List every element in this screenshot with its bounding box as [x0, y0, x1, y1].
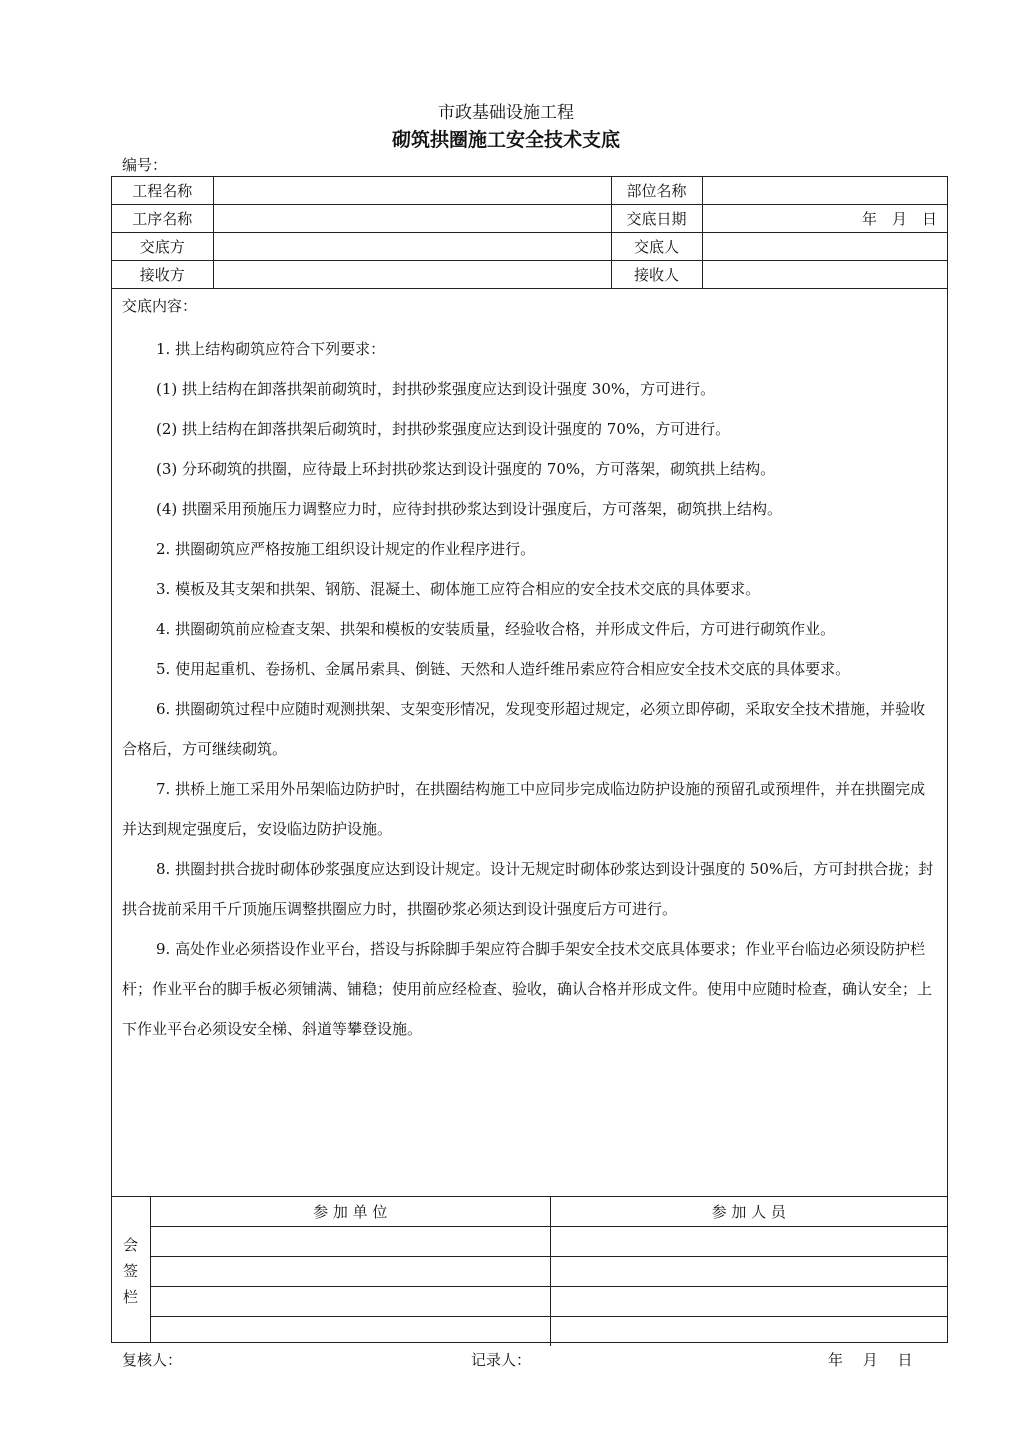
date-label: 交底日期 [611, 205, 702, 233]
sign-unit-cell[interactable] [151, 1287, 550, 1317]
process-name-label: 工序名称 [112, 205, 213, 233]
document-subtitle: 市政基础设施工程 [438, 103, 574, 123]
receiver-person-label: 接收人 [611, 261, 702, 289]
sign-unit-cell[interactable] [151, 1257, 550, 1287]
content-item: 5. 使用起重机、卷扬机、金属吊索具、倒链、天然和人造纤维吊索应符合相应安全技术交底的具体要求。 [156, 660, 851, 678]
sign-person-cell[interactable] [550, 1257, 947, 1287]
content-item: 9. 高处作业必须搭设作业平台，搭设与拆除脚手架应符合脚手架安全技术交底具体要求；作业平台临边必须设防护栏杆；作业平台的脚手板必须铺满、铺稳；使用前应经检查、验收，确认合格并形成文件。使用中应随时检查，确认安全；上下作业平台必须设安全梯、斜道等攀登设施。 [122, 940, 933, 1038]
person-header: 参 加 人 员 [550, 1197, 947, 1227]
number-label: 编号： [122, 156, 168, 174]
sign-row [151, 1257, 947, 1287]
sign-row [151, 1287, 947, 1317]
issuer-person-label: 交底人 [611, 233, 702, 261]
sign-row [151, 1317, 947, 1347]
content-item: (4) 拱圈采用预施压力调整应力时，应待封拱砂浆达到设计强度后，方可落架，砌筑拱上结构。 [156, 500, 783, 518]
footer-date: 年 月 日 [828, 1351, 913, 1369]
receiver-label: 接收方 [112, 261, 213, 289]
sign-person-cell[interactable] [550, 1287, 947, 1317]
content-item: 2. 拱圈砌筑应严格按施工组织设计规定的作业程序进行。 [156, 540, 536, 558]
info-row-process [112, 205, 947, 233]
recorder-label: 记录人： [471, 1351, 532, 1369]
sign-label-char: 签 [123, 1262, 139, 1280]
process-name-value[interactable] [213, 205, 611, 233]
sign-label-char: 会 [123, 1236, 139, 1254]
sign-person-cell[interactable] [550, 1317, 947, 1347]
info-table [112, 177, 947, 289]
info-row-receiver [112, 261, 947, 289]
issuer-person-value[interactable] [702, 233, 947, 261]
content-item: 4. 拱圈砌筑前应检查支架、拱架和模板的安装质量，经验收合格，并形成文件后，方可进行砌筑作业。 [156, 620, 836, 638]
sign-unit-cell[interactable] [151, 1317, 550, 1347]
sign-unit-cell[interactable] [151, 1227, 550, 1257]
sign-table [151, 1197, 947, 1346]
content-item: (3) 分环砌筑的拱圈，应待最上环封拱砂浆达到设计强度的 70%，方可落架，砌筑拱上结构。 [156, 460, 776, 478]
document-frame [111, 176, 948, 1343]
reviewer-label: 复核人： [122, 1351, 183, 1369]
content-item: 3. 模板及其支架和拱架、钢筋、混凝土、砌体施工应符合相应的安全技术交底的具体要求。 [156, 580, 761, 598]
info-row-project [112, 177, 947, 205]
part-name-label: 部位名称 [611, 177, 702, 205]
project-name-value[interactable] [213, 177, 611, 205]
content-items [122, 329, 940, 1049]
project-name-label: 工程名称 [112, 177, 213, 205]
content-item: 1. 拱上结构砌筑应符合下列要求： [156, 340, 386, 358]
sign-section [112, 1196, 947, 1343]
unit-header: 参 加 单 位 [151, 1197, 550, 1227]
part-name-value[interactable] [702, 177, 947, 205]
content-item: 6. 拱圈砌筑过程中应随时观测拱架、支架变形情况，发现变形超过规定，必须立即停砌，采取安全技术措施，并验收合格后，方可继续砌筑。 [122, 700, 926, 758]
sign-label [112, 1197, 151, 1343]
receiver-value[interactable] [213, 261, 611, 289]
content-item: (1) 拱上结构在卸落拱架前砌筑时，封拱砂浆强度应达到设计强度 30%，方可进行。 [156, 380, 716, 398]
content-label: 交底内容： [122, 297, 198, 315]
sign-label-char: 栏 [123, 1288, 139, 1306]
sign-row [151, 1227, 947, 1257]
issuer-label: 交底方 [112, 233, 213, 261]
issuer-value[interactable] [213, 233, 611, 261]
content-item: (2) 拱上结构在卸落拱架后砌筑时，封拱砂浆强度应达到设计强度的 70%，方可进行。 [156, 420, 731, 438]
info-row-issuer [112, 233, 947, 261]
date-value[interactable]: 年 月 日 [702, 205, 947, 233]
content-item: 7. 拱桥上施工采用外吊架临边防护时，在拱圈结构施工中应同步完成临边防护设施的预留孔或预埋件，并在拱圈完成并达到规定强度后，安设临边防护设施。 [122, 780, 926, 838]
content-item: 8. 拱圈封拱合拢时砌体砂浆强度应达到设计规定。设计无规定时砌体砂浆达到设计强度的 50%后，方可封拱合拢；封拱合拢前采用千斤顶施压调整拱圈应力时，拱圈砂浆必须达到设计强度后方可进行。 [122, 860, 934, 918]
sign-header-row [151, 1197, 947, 1227]
sign-person-cell[interactable] [550, 1227, 947, 1257]
document-title: 砌筑拱圈施工安全技术支底 [391, 129, 620, 151]
receiver-person-value[interactable] [702, 261, 947, 289]
